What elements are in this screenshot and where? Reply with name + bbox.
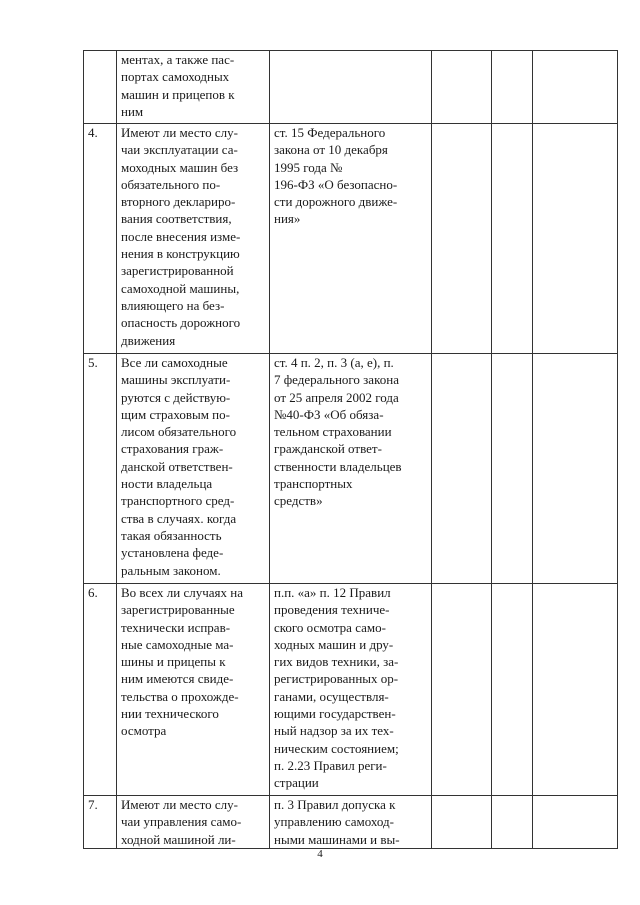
question-cell: Имеют ли место слу- чаи эксплуатации са- моходных машин без обязательного по- вторного деклариро- вания соответствия, после внесения изме- нения в конструкцию зарегистрированной самоходной машины, влияющего на без- опасность дорожного движения — [117, 124, 270, 354]
checklist-table — [83, 50, 618, 849]
reference-cell: п. 3 Правил допуска к управлению самоход- ными машинами и вы- — [270, 796, 432, 849]
question-cell: ментах, а также пас- портах самоходных машин и прицепов к ним — [117, 51, 270, 124]
answer-no-cell — [492, 124, 533, 354]
question-cell: Во всех ли случаях на зарегистрированные технически исправ- ные самоходные ма- шины и прицепы к ним имеются свиде- тельства о прохожде- нии технического осмотра — [117, 584, 270, 796]
notes-cell — [533, 124, 618, 354]
answer-no-cell — [492, 354, 533, 584]
answer-no-cell — [492, 796, 533, 849]
reference-cell: п.п. «а» п. 12 Правил проведения техниче- ского осмотра само- ходных машин и дру- гих видов техники, за- регистрированных ор- ганами, осуществля- ющими государствен- ный надзор за их тех- ническим состоянием; п. 2.23 Правил реги- страции — [270, 584, 432, 796]
notes-cell — [533, 51, 618, 124]
answer-yes-cell — [432, 354, 492, 584]
table-row — [84, 796, 618, 849]
question-cell: Имеют ли место слу- чаи управления само- ходной машиной ли- — [117, 796, 270, 849]
table-row — [84, 354, 618, 584]
answer-yes-cell — [432, 51, 492, 124]
row-number: 5. — [84, 354, 117, 584]
table-row — [84, 584, 618, 796]
answer-yes-cell — [432, 796, 492, 849]
row-number — [84, 51, 117, 124]
row-number: 7. — [84, 796, 117, 849]
answer-yes-cell — [432, 124, 492, 354]
table-row — [84, 124, 618, 354]
page-number: 4 — [317, 848, 323, 860]
row-number: 6. — [84, 584, 117, 796]
question-cell: Все ли самоходные машины эксплуати- руются с действую- щим страховым по- лисом обязательного страхования граж- данской ответствен- ности владельца транспортного сред- ства в случаях. когда такая обязанность установлена феде- ральным законом. — [117, 354, 270, 584]
notes-cell — [533, 584, 618, 796]
notes-cell — [533, 354, 618, 584]
reference-cell — [270, 51, 432, 124]
row-number: 4. — [84, 124, 117, 354]
reference-cell: ст. 15 Федерального закона от 10 декабря 1995 года № 196-ФЗ «О безопасно- сти дорожного движе- ния» — [270, 124, 432, 354]
reference-cell: ст. 4 п. 2, п. 3 (а, е), п. 7 федерального закона от 25 апреля 2002 года №40-ФЗ «Об обяза- тельном страховании гражданской ответ- ственности владельцев транспортных средств» — [270, 354, 432, 584]
answer-no-cell — [492, 584, 533, 796]
answer-yes-cell — [432, 584, 492, 796]
table-row — [84, 51, 618, 124]
answer-no-cell — [492, 51, 533, 124]
notes-cell — [533, 796, 618, 849]
